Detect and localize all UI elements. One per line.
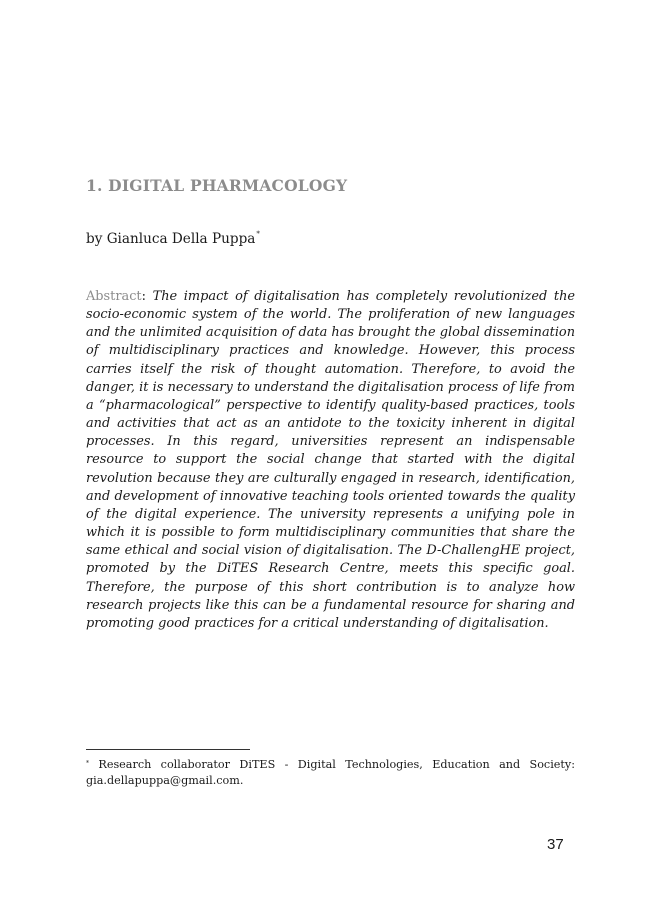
abstract-colon: : (141, 289, 146, 304)
page-number: 37 (547, 836, 564, 853)
footnote (86, 757, 575, 788)
author-byline (86, 231, 260, 247)
footnote-text: Research collaborator DiTES - Digital Technologies, Education and Society: gia.dellapuppa@gmail.com. (86, 758, 575, 787)
footnote-marker: * (86, 760, 89, 767)
abstract-text: The impact of digitalisation has completely revolutionized the socio-economic system of the world. The proliferation of new languages and the unlimited acquisition of data has brought the global dissemination of multidisciplinary practices and knowledge. However, this process carries itself the risk of thought automation. Therefore, to avoid the danger, it is necessary to understand the digitalisation process of life from a “pharmacological” perspective to identify quality-based practices, tools and activities that act as an antidote to the toxicity inherent in digital processes. In this regard, universities represent an indispensable resource to support the social change that started with the digital revolution because they are culturally engaged in research, identification, and development of innovative teaching tools oriented towards the quality of the digital experience. The university represents a unifying pole in which it is possible to form multidisciplinary communities that share the same ethical and social vision of digitalisation. The D-ChallengHE project, promoted by the DiTES Research Centre, meets this specific goal. Therefore, the purpose of this short contribution is to analyze how research projects like this can be a fundamental resource for sharing and promoting good practices for a critical understanding of digitalisation. (86, 289, 575, 631)
abstract-label: Abstract (86, 289, 142, 304)
footnote-separator (86, 749, 250, 750)
author-name: by Gianluca Della Puppa (86, 231, 256, 247)
chapter-title: 1. DIGITAL PHARMACOLOGY (86, 176, 348, 195)
author-footnote-marker[interactable]: * (256, 230, 260, 238)
abstract-paragraph (86, 288, 575, 633)
